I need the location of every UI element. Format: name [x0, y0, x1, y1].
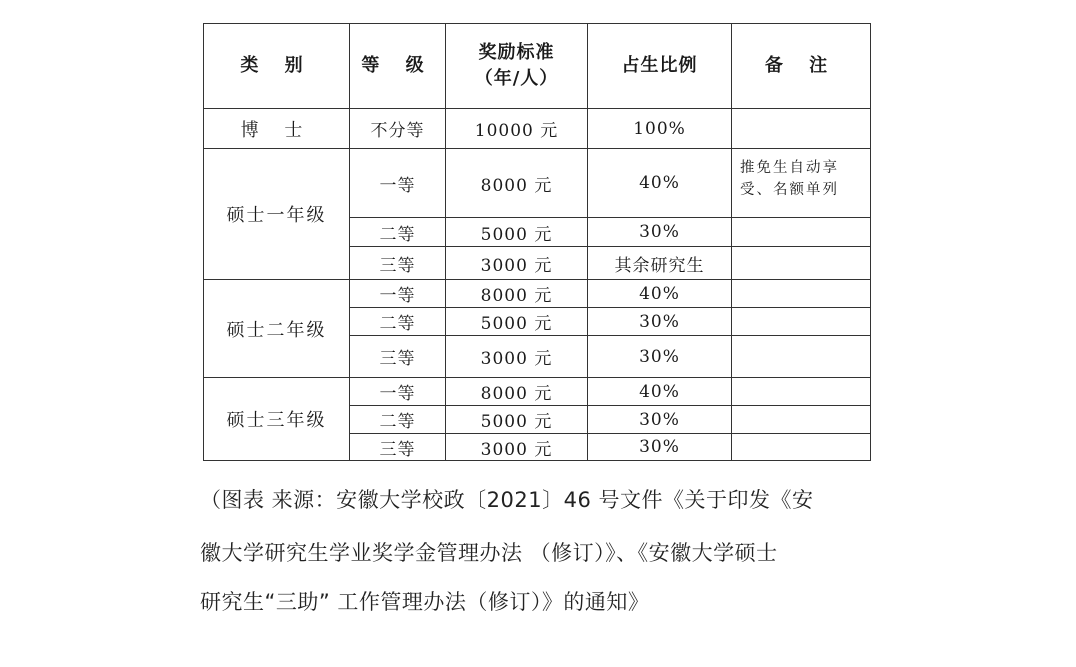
table-row — [204, 280, 871, 308]
note-cell — [732, 378, 871, 406]
ratio-cell: 100% — [588, 109, 732, 149]
grade-cell: 一等 — [350, 149, 446, 218]
grade-cell: 一等 — [350, 378, 446, 406]
caption-line-1: （图表 来源：安徽大学校政〔2021〕46 号文件《关于印发《安 — [200, 488, 814, 512]
header-ratio: 占生比例 — [588, 24, 732, 109]
note-cell — [732, 406, 871, 434]
note-cell — [732, 280, 871, 308]
grade-cell: 二等 — [350, 406, 446, 434]
scholarship-table — [203, 23, 871, 461]
amount-cell: 8000 元 — [446, 280, 588, 308]
category-cell: 硕士二年级 — [204, 280, 350, 378]
amount-cell: 3000 元 — [446, 434, 588, 461]
note-cell — [732, 308, 871, 336]
amount-cell: 8000 元 — [446, 149, 588, 218]
amount-cell: 10000 元 — [446, 109, 588, 149]
header-grade: 等 级 — [350, 24, 446, 109]
grade-cell: 三等 — [350, 336, 446, 378]
amount-cell: 5000 元 — [446, 406, 588, 434]
note-cell — [732, 336, 871, 378]
amount-cell: 3000 元 — [446, 336, 588, 378]
table-row — [204, 149, 871, 218]
note-cell — [732, 247, 871, 280]
ratio-cell: 30% — [588, 336, 732, 378]
grade-cell: 三等 — [350, 247, 446, 280]
category-cell: 硕士三年级 — [204, 378, 350, 461]
caption-line-3: 研究生“三助” 工作管理办法（修订）》的通知》 — [200, 590, 650, 614]
note-cell: 推免生自动享受、名额单列 — [732, 149, 871, 218]
category-cell: 博 士 — [204, 109, 350, 149]
header-standard-line2: （年/人） — [474, 68, 559, 89]
note-cell — [732, 109, 871, 149]
amount-cell: 3000 元 — [446, 247, 588, 280]
ratio-cell: 30% — [588, 218, 732, 247]
ratio-cell: 30% — [588, 434, 732, 461]
header-category: 类 别 — [204, 24, 350, 109]
header-row — [204, 24, 871, 109]
ratio-cell: 30% — [588, 308, 732, 336]
grade-cell: 二等 — [350, 308, 446, 336]
amount-cell: 5000 元 — [446, 308, 588, 336]
note-cell — [732, 434, 871, 461]
grade-cell: 一等 — [350, 280, 446, 308]
table-row — [204, 378, 871, 406]
ratio-cell: 40% — [588, 280, 732, 308]
ratio-cell: 40% — [588, 378, 732, 406]
caption-line-2: 徽大学研究生学业奖学金管理办法 （修订）》、《安徽大学硕士 — [200, 541, 778, 565]
header-standard-line1: 奖励标准 — [478, 42, 555, 63]
category-cell: 硕士一年级 — [204, 149, 350, 280]
ratio-cell: 其余研究生 — [588, 247, 732, 280]
header-note: 备 注 — [732, 24, 871, 109]
ratio-cell: 40% — [588, 149, 732, 218]
header-standard — [446, 24, 588, 109]
amount-cell: 5000 元 — [446, 218, 588, 247]
table-row — [204, 109, 871, 149]
amount-cell: 8000 元 — [446, 378, 588, 406]
grade-cell: 三等 — [350, 434, 446, 461]
grade-cell: 不分等 — [350, 109, 446, 149]
ratio-cell: 30% — [588, 406, 732, 434]
note-cell — [732, 218, 871, 247]
grade-cell: 二等 — [350, 218, 446, 247]
